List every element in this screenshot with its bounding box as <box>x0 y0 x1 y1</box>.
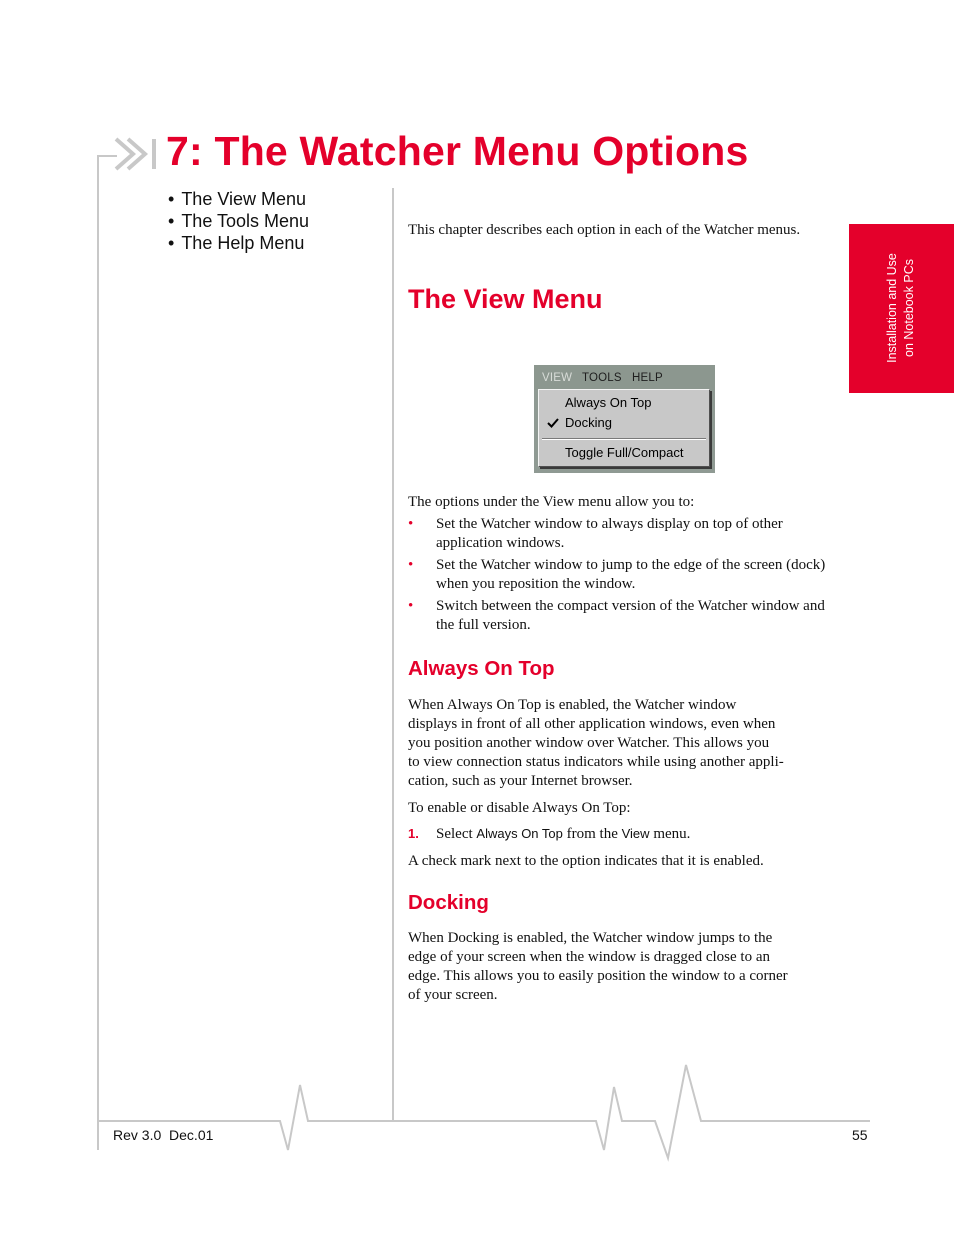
checkmark-note: A check mark next to the option indicates that it is enabled. <box>408 853 764 869</box>
list-item: • Set the Watcher window to always display on top of other application windows. <box>408 516 783 551</box>
chapter-title: 7: The Watcher Menu Options <box>166 128 749 174</box>
view-menu-lead: The options under the View menu allow you to: <box>408 494 695 510</box>
ui-term-view: View <box>621 826 650 841</box>
step-1: 1. Select Always On Top from the View menu. <box>408 826 691 842</box>
always-on-top-paragraph: When Always On Top is enabled, the Watcher window displays in front of all other application windows, even when you position another window over Watcher. This allows you to view connection status indicators while using another appli- cation, such as your Internet browser. <box>408 697 784 789</box>
step-number: 1. <box>408 826 419 841</box>
menubar-help: HELP <box>632 372 663 384</box>
menu-item-always-on-top: Always On Top <box>565 395 652 410</box>
menu-item-docking: Docking <box>565 415 612 430</box>
list-item: • Switch between the compact version of the Watcher window and the full version. <box>408 598 825 633</box>
contents-item: • The View Menu <box>168 188 309 210</box>
page-number: 55 <box>852 1127 868 1143</box>
docking-heading: Docking <box>408 891 489 914</box>
checkmark-icon <box>547 418 559 428</box>
footer-heartbeat-line <box>0 1060 954 1170</box>
menubar-view: VIEW <box>542 372 573 384</box>
side-tab-label: Installation and Use on Notebook PCs <box>885 253 916 363</box>
list-item: • Set the Watcher window to jump to the edge of the screen (dock) when you reposition the window. <box>408 557 826 592</box>
chapter-contents <box>168 188 309 254</box>
menu-separator <box>542 438 706 440</box>
docking-paragraph: When Docking is enabled, the Watcher window jumps to the edge of your screen when the window is dragged close to an edge. This allows you to easily position the window to a corner of your screen. <box>408 930 788 1003</box>
always-on-top-heading: Always On Top <box>408 657 555 680</box>
intro-paragraph: This chapter describes each option in each of the Watcher menus. <box>408 222 801 238</box>
chapter-arrows-icon <box>114 135 164 173</box>
view-dropdown <box>538 389 710 467</box>
contents-item: • The Help Menu <box>168 232 309 254</box>
column-divider <box>392 188 394 1122</box>
contents-item: • The Tools Menu <box>168 210 309 232</box>
ui-term-always-on-top: Always On Top <box>476 826 563 841</box>
view-menu-heading: The View Menu <box>408 284 603 314</box>
menu-item-toggle-full-compact: Toggle Full/Compact <box>565 445 684 460</box>
view-menu-screenshot <box>534 365 715 473</box>
view-menu-bullets <box>408 515 840 638</box>
left-margin-rule <box>97 155 99 1150</box>
section-side-tab <box>849 224 954 393</box>
menubar-tools: TOOLS <box>582 372 622 384</box>
menu-bar <box>534 365 715 390</box>
footer-revision: Rev 3.0 Dec.01 <box>113 1127 214 1143</box>
enable-instruction: To enable or disable Always On Top: <box>408 800 631 816</box>
